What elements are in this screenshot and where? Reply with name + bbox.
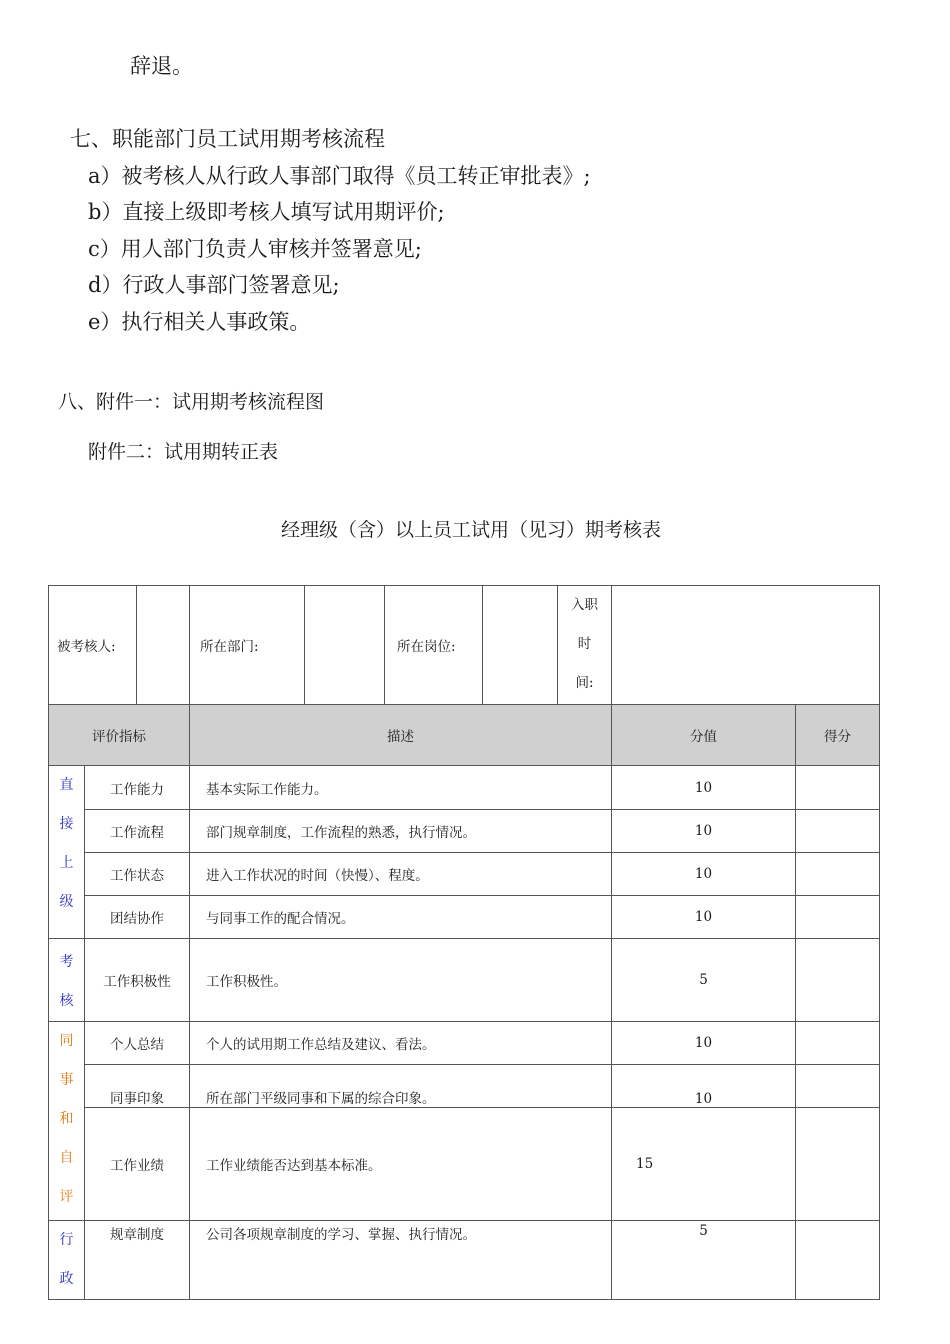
table-row [49,1065,880,1108]
item-description: 所在部门平级同事和下属的综合印象。 [190,1065,612,1108]
item-name: 工作状态 [85,853,190,896]
step-c: c）用人部门负责人审核并签署意见; [88,237,422,261]
section8-title: 八、附件一：试用期考核流程图 [58,391,325,413]
item-description: 进入工作状况的时间（快慢）、程度。 [190,853,612,896]
entry-label-part3: 间: [575,675,594,691]
item-name: 个人总结 [85,1022,190,1065]
item-score: 15 [612,1108,796,1221]
group-label-peer-self: 同 事 和 自 评 [49,1022,85,1221]
person-label: 被考核人: [49,586,137,705]
score-input-cell[interactable] [796,810,880,853]
table-row [49,1108,880,1221]
post-value-cell[interactable] [483,586,558,705]
header-score-got: 得分 [796,705,880,766]
item-score: 10 [612,810,796,853]
continued-text: 辞退。 [130,54,193,78]
item-score: 5 [612,1221,796,1300]
item-description: 基本实际工作能力。 [190,766,612,810]
item-name: 工作流程 [85,810,190,853]
group-label-assessment: 考 核 [49,939,85,1022]
header-indicator: 评价指标 [49,705,190,766]
dept-value-cell[interactable] [305,586,385,705]
item-score: 10 [612,1022,796,1065]
table-row [49,766,880,810]
evaluation-table [48,585,880,1300]
item-score: 10 [612,766,796,810]
item-description: 部门规章制度，工作流程的熟悉，执行情况。 [190,810,612,853]
step-a: a）被考核人从行政人事部门取得《员工转正审批表》; [88,164,591,188]
table-row [49,1221,880,1300]
header-score-value: 分值 [612,705,796,766]
score-input-cell[interactable] [796,766,880,810]
score-input-cell[interactable] [796,853,880,896]
item-description: 个人的试用期工作总结及建议、看法。 [190,1022,612,1065]
dept-label: 所在部门: [190,586,305,705]
entry-label-part1: 入职 [571,597,598,613]
post-label: 所在岗位: [385,586,483,705]
step-b: b）直接上级即考核人填写试用期评价; [88,200,445,224]
item-name: 工作业绩 [85,1108,190,1221]
item-description: 工作积极性。 [190,939,612,1022]
info-row [49,586,880,705]
item-name: 工作积极性 [85,939,190,1022]
table-row [49,810,880,853]
item-description: 公司各项规章制度的学习、掌握、执行情况。 [190,1221,612,1300]
score-input-cell[interactable] [796,939,880,1022]
table-row [49,853,880,896]
entry-date-label [558,586,612,705]
group-label-supervisor: 直 接 上 级 [49,766,85,939]
item-score: 10 [612,853,796,896]
item-description: 与同事工作的配合情况。 [190,896,612,939]
entry-date-value-cell[interactable] [612,586,880,705]
item-name: 规章制度 [85,1221,190,1300]
attachment2: 附件二：试用期转正表 [88,441,279,463]
item-score: 10 [612,896,796,939]
score-input-cell[interactable] [796,1221,880,1300]
header-description: 描述 [190,705,612,766]
step-d: d）行政人事部门签署意见; [88,273,340,297]
table-row [49,896,880,939]
person-value-cell[interactable] [137,586,190,705]
score-input-cell[interactable] [796,1108,880,1221]
entry-label-part2: 时 [577,636,592,652]
table-row [49,939,880,1022]
score-input-cell[interactable] [796,1022,880,1065]
item-score: 10 [612,1065,796,1108]
step-e: e）执行相关人事政策。 [88,310,311,334]
section7-title: 七、职能部门员工试用期考核流程 [70,127,385,151]
score-input-cell[interactable] [796,896,880,939]
score-input-cell[interactable] [796,1065,880,1108]
item-description: 工作业绩能否达到基本标准。 [190,1108,612,1221]
item-score: 5 [612,939,796,1022]
table-title: 经理级（含）以上员工试用（见习）期考核表 [281,519,662,541]
item-name: 同事印象 [85,1065,190,1108]
item-name: 工作能力 [85,766,190,810]
header-row [49,705,880,766]
table-row [49,1022,880,1065]
group-label-admin: 行 政 [49,1221,85,1300]
item-name: 团结协作 [85,896,190,939]
